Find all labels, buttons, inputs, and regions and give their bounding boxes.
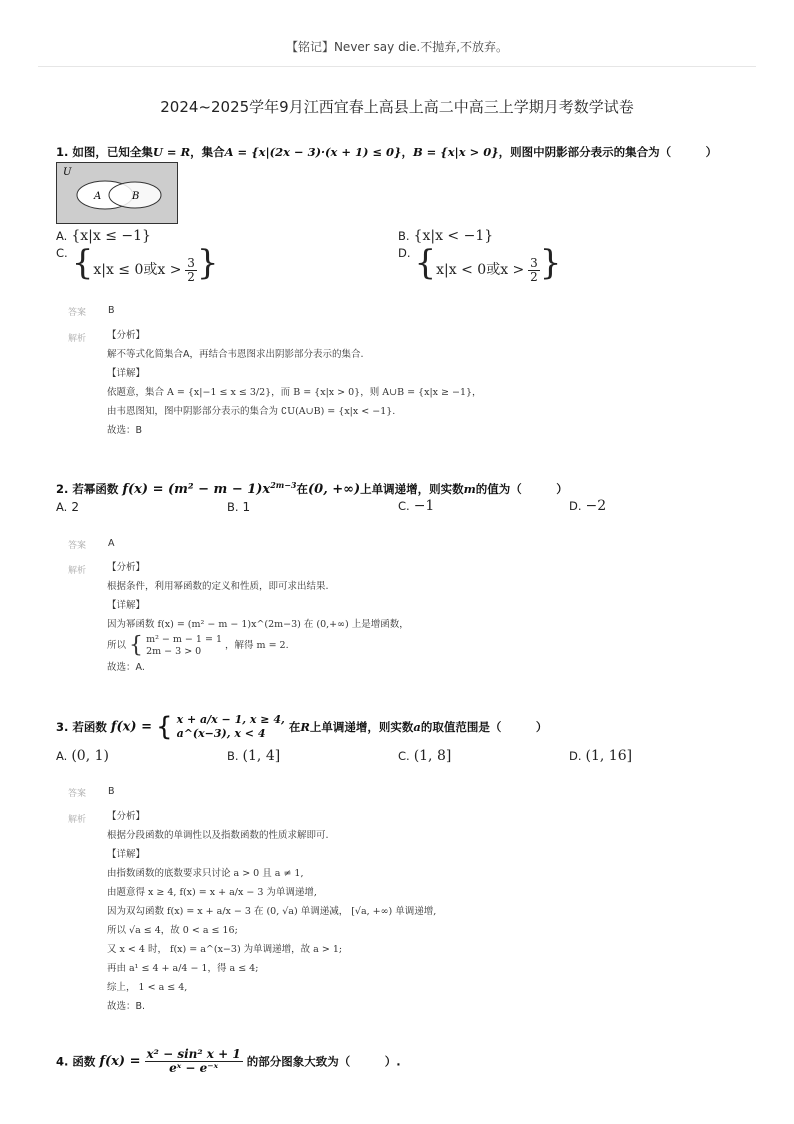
option-d[interactable]: D. {x|x < 0或x > $\frac{3}{2}$ } [398, 243, 562, 284]
question-number: 2. [56, 481, 69, 496]
question-number: 4. [56, 1054, 69, 1069]
question-number: 1. [56, 145, 69, 159]
answer-value: A [108, 538, 115, 549]
option-a[interactable]: A. (0, 1) [56, 748, 109, 764]
solution-1: 【分析】 解不等式化简集合A，再结合韦恩图求出阴影部分表示的集合. 【详解】 依题意，集合 A = {x|−1 ≤ x ≤ 3/2}，而 B = {x|x > 0}，则 A∪B = {x|x ≥ −1}， 由韦恩图知，图中阴影部分表示的集合为 ∁U(A∪B) = {x|x < −1}. 故选：B [107, 330, 482, 436]
analysis-label: 解析 [68, 334, 87, 344]
option-b[interactable]: B. {x|x < −1} [398, 228, 494, 244]
question-4-stem: 4. 函数 f(x) = $\frac{\text{x² − sin² x + 1}}{\text{eˣ − e⁻ˣ}}$ 的部分图象大致为（ ）. [56, 1047, 401, 1075]
venn-diagram [56, 162, 178, 224]
answer-label: 答案 [68, 541, 87, 551]
option-d[interactable]: D. (1, 16] [569, 748, 633, 764]
solution-3: 【分析】 根据分段函数的单调性以及指数函数的性质求解即可. 【详解】 由指数函数的底数要求只讨论 a > 0 且 a ≠ 1, 由题意得 x ≥ 4, f(x) = x + a/x − 3 为单调递增, 因为双勾函数 f(x) = x + a/x − 3 在 (0, √a) 单调递减， [√a, +∞) 单调递增, 所以 √a ≤ 4，故 0 < a ≤ 16; 又 x < 4 时， f(x) = a^(x−3) 为单调递增，故 a > 1; 再由 a¹ ≤ 4 + a/4 − 1，得 a ≤ 4; 综上， 1 < a ≤ 4, 故选：B. [107, 811, 437, 1012]
page-motto: 【铭记】Never say die.不抛弃,不放弃。 [285, 40, 509, 54]
venn-label-b: B [132, 191, 140, 202]
option-c[interactable]: C. {x|x ≤ 0或x > $\frac{3}{2}$ } [56, 243, 219, 284]
option-c[interactable]: C. (1, 8] [398, 748, 452, 764]
option-d[interactable]: D. −2 [569, 498, 607, 514]
question-1-stem: 1. 如图，已知全集U = R，集合A = {x|(2x − 3)·(x + 1) ≤ 0}，B = {x|x > 0}，则图中阴影部分表示的集合为（ ） [56, 145, 718, 159]
analysis-label: 解析 [68, 815, 87, 825]
venn-label-a: A [94, 191, 102, 202]
solution-2: 【分析】 根据条件，利用幂函数的定义和性质，即可求出结果. 【详解】 因为幂函数 f(x) = (m² − m − 1)x^(2m−3) 在 (0,+∞) 上是增函数， 所以 { m² − m − 1 = 1 2m − 3 > 0 ，解得 m = 2. 故选：A. [107, 562, 409, 673]
option-b[interactable]: B. 1 [227, 500, 251, 514]
analysis-label: 解析 [68, 566, 87, 576]
answer-label: 答案 [68, 789, 87, 799]
question-2-stem: 2. 若幂函数 $f(x) = (m^2 - m - 1)x^{2m-3}$在(0, +∞)上单调递增，则实数m的值为（ ） [56, 480, 568, 497]
piecewise-cases: x + a/x − 1, x ≥ 4, a^(x−3), x < 4 [176, 713, 285, 740]
question-3-stem: 3. 若函数 f(x) = { x + a/x − 1, x ≥ 4, a^(x−3), x < 4 在R上单调递增，则实数a的取值范围是（ ） [56, 712, 548, 742]
answer-value: B [108, 786, 115, 797]
option-c[interactable]: C. −1 [398, 498, 435, 514]
header-divider [38, 66, 756, 67]
option-a[interactable]: A. 2 [56, 500, 79, 514]
fraction: $\frac{3}{2}$ [530, 256, 538, 284]
venn-svg [57, 163, 177, 223]
answer-value: B [108, 305, 115, 316]
option-b[interactable]: B. (1, 4] [227, 748, 281, 764]
option-a[interactable]: A. {x|x ≤ −1} [56, 228, 151, 244]
fraction: $\frac{3}{2}$ [187, 256, 195, 284]
answer-label: 答案 [68, 308, 87, 318]
fraction: $\frac{\text{x² − sin² x + 1}}{\text{eˣ − e⁻ˣ}}$ [146, 1047, 241, 1075]
venn-label-u: U [63, 167, 72, 178]
question-number: 3. [56, 720, 69, 734]
page-title: 2024~2025学年9月江西宜春上高县上高二中高三上学期月考数学试卷 [160, 98, 634, 116]
